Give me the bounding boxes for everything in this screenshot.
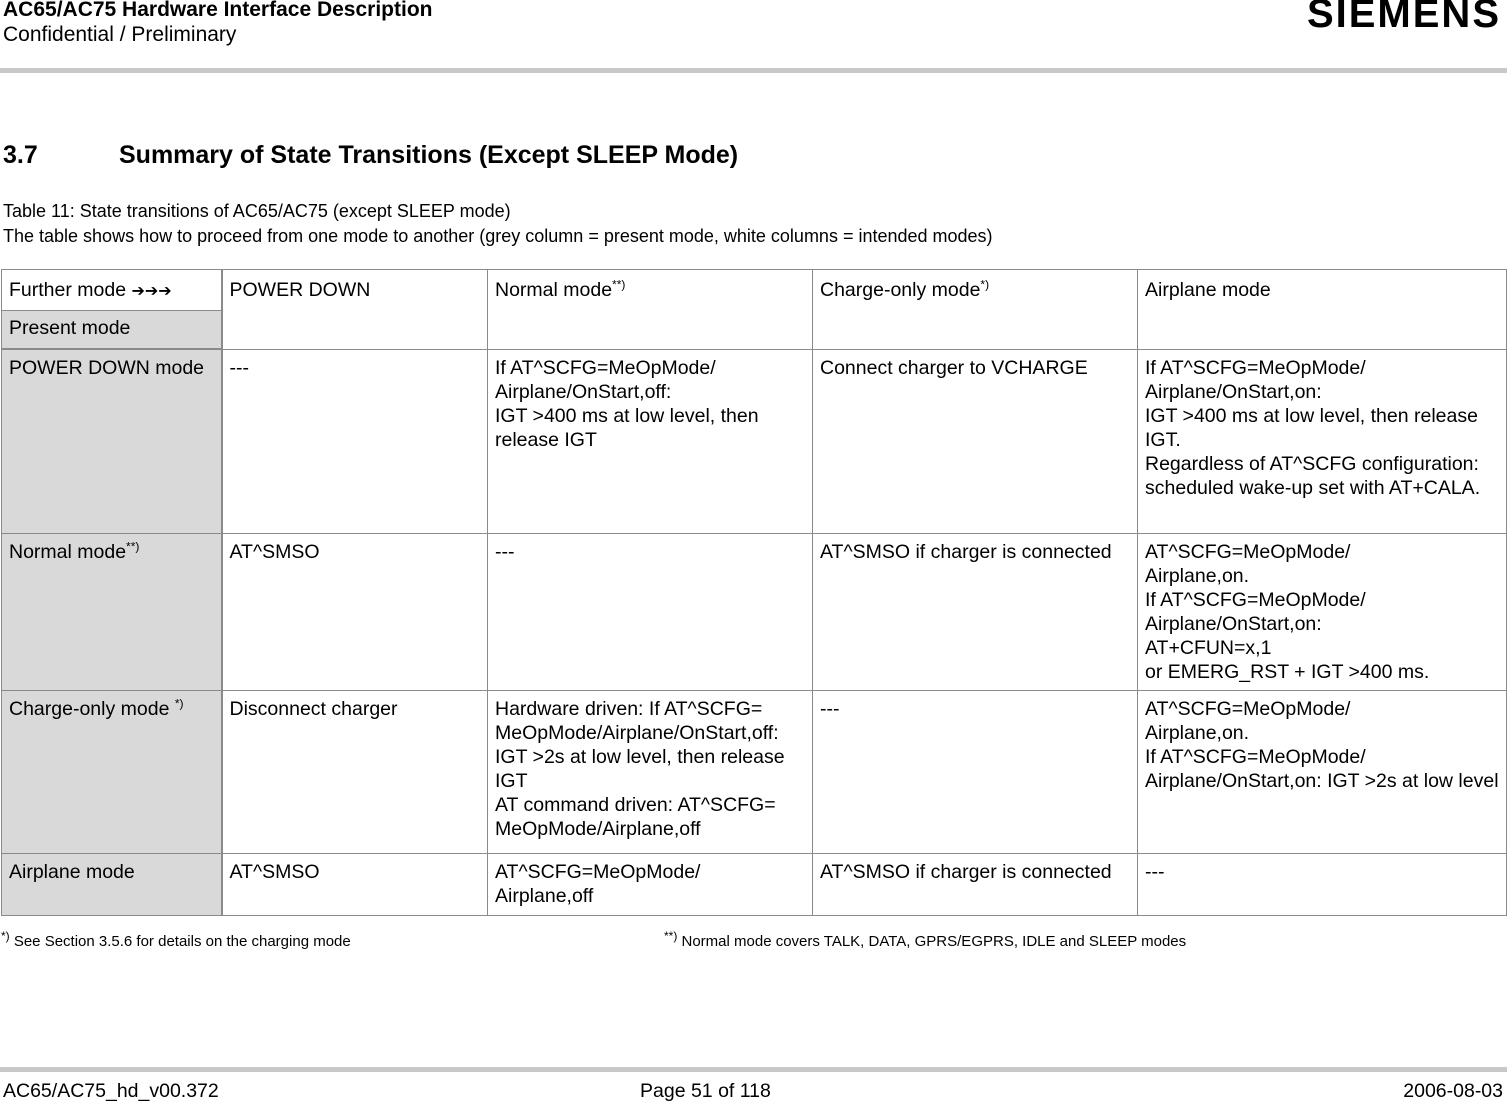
- col-header-power-down: POWER DOWN: [222, 270, 488, 350]
- section-number: 3.7: [3, 141, 38, 169]
- present-mode-header: Present mode: [2, 311, 222, 350]
- row-label-power-down: POWER DOWN mode: [2, 349, 222, 533]
- table-cell: If AT^SCFG=MeOpMode/ Airplane/OnStart,off: IGT >400 ms at low level, then release IGT: [488, 349, 813, 533]
- table-cell: Connect charger to VCHARGE: [813, 349, 1138, 533]
- footnote-normal-mode: **) Normal mode covers TALK, DATA, GPRS/EGPRS, IDLE and SLEEP modes: [664, 929, 1187, 950]
- col-header-airplane: Airplane mode: [1138, 270, 1507, 350]
- state-transition-table: [1, 269, 1507, 916]
- table-cell: ---: [813, 690, 1138, 853]
- table-header-row: [2, 270, 1507, 311]
- document-title: AC65/AC75 Hardware Interface Description: [3, 0, 433, 21]
- row-label-airplane: Airplane mode: [2, 853, 222, 915]
- footer-page-number: Page 51 of 118: [640, 1080, 771, 1102]
- document-subtitle: Confidential / Preliminary: [3, 23, 237, 46]
- table-cell: AT^SCFG=MeOpMode/ Airplane,on. If AT^SCFG=MeOpMode/ Airplane/OnStart,on: AT+CFUN=x,1 or EMERG_RST + IGT >400 ms.: [1138, 533, 1507, 690]
- table-cell: Disconnect charger: [222, 690, 488, 853]
- col-header-charge-only: Charge-only mode*): [813, 270, 1138, 350]
- table-cell: ---: [488, 533, 813, 690]
- table-cell: If AT^SCFG=MeOpMode/ Airplane/OnStart,on: IGT >400 ms at low level, then release IGT. Regardless of AT^SCFG configuration: scheduled wake-up set with AT+CALA.: [1138, 349, 1507, 533]
- table-row: [2, 690, 1507, 853]
- row-label-normal-mode: Normal mode**): [2, 533, 222, 690]
- col-header-normal-mode: Normal mode**): [488, 270, 813, 350]
- arrow-right-icon: ➔➔➔: [131, 283, 172, 300]
- row-label-charge-only: Charge-only mode *): [2, 690, 222, 853]
- table-caption: [3, 199, 993, 249]
- section-title: Summary of State Transitions (Except SLEEP Mode): [119, 141, 739, 169]
- caption-line-2: The table shows how to proceed from one mode to another (grey column = present mode, white columns = intended modes): [3, 226, 993, 246]
- table-cell: AT^SCFG=MeOpMode/ Airplane,off: [488, 853, 813, 915]
- header-rule: [0, 68, 1507, 73]
- caption-line-1: Table 11: State transitions of AC65/AC75 (except SLEEP mode): [3, 201, 511, 221]
- footer-rule: [0, 1067, 1507, 1072]
- table-cell: AT^SMSO if charger is connected: [813, 533, 1138, 690]
- table-cell: ---: [222, 349, 488, 533]
- table-row: [2, 853, 1507, 915]
- section-heading: [3, 141, 738, 170]
- table-row: [2, 533, 1507, 690]
- table-cell: AT^SMSO if charger is connected: [813, 853, 1138, 915]
- footer-doc-id: AC65/AC75_hd_v00.372: [3, 1080, 219, 1102]
- further-mode-header: Further mode ➔➔➔: [2, 270, 222, 311]
- table-cell: AT^SMSO: [222, 533, 488, 690]
- table-row: [2, 349, 1507, 533]
- siemens-logo: SIEMENS: [1306, 0, 1501, 36]
- table-cell: AT^SCFG=MeOpMode/ Airplane,on. If AT^SCFG=MeOpMode/ Airplane/OnStart,on: IGT >2s at low level: [1138, 690, 1507, 853]
- table-cell: AT^SMSO: [222, 853, 488, 915]
- table-cell: Hardware driven: If AT^SCFG= MeOpMode/Airplane/OnStart,off: IGT >2s at low level, then release IGT AT command driven: AT^SCFG= MeOpMode/Airplane,off: [488, 690, 813, 853]
- footer-date: 2006-08-03: [1403, 1080, 1503, 1102]
- footnote-charging: *) See Section 3.5.6 for details on the charging mode: [1, 929, 351, 950]
- table-cell: ---: [1138, 853, 1507, 915]
